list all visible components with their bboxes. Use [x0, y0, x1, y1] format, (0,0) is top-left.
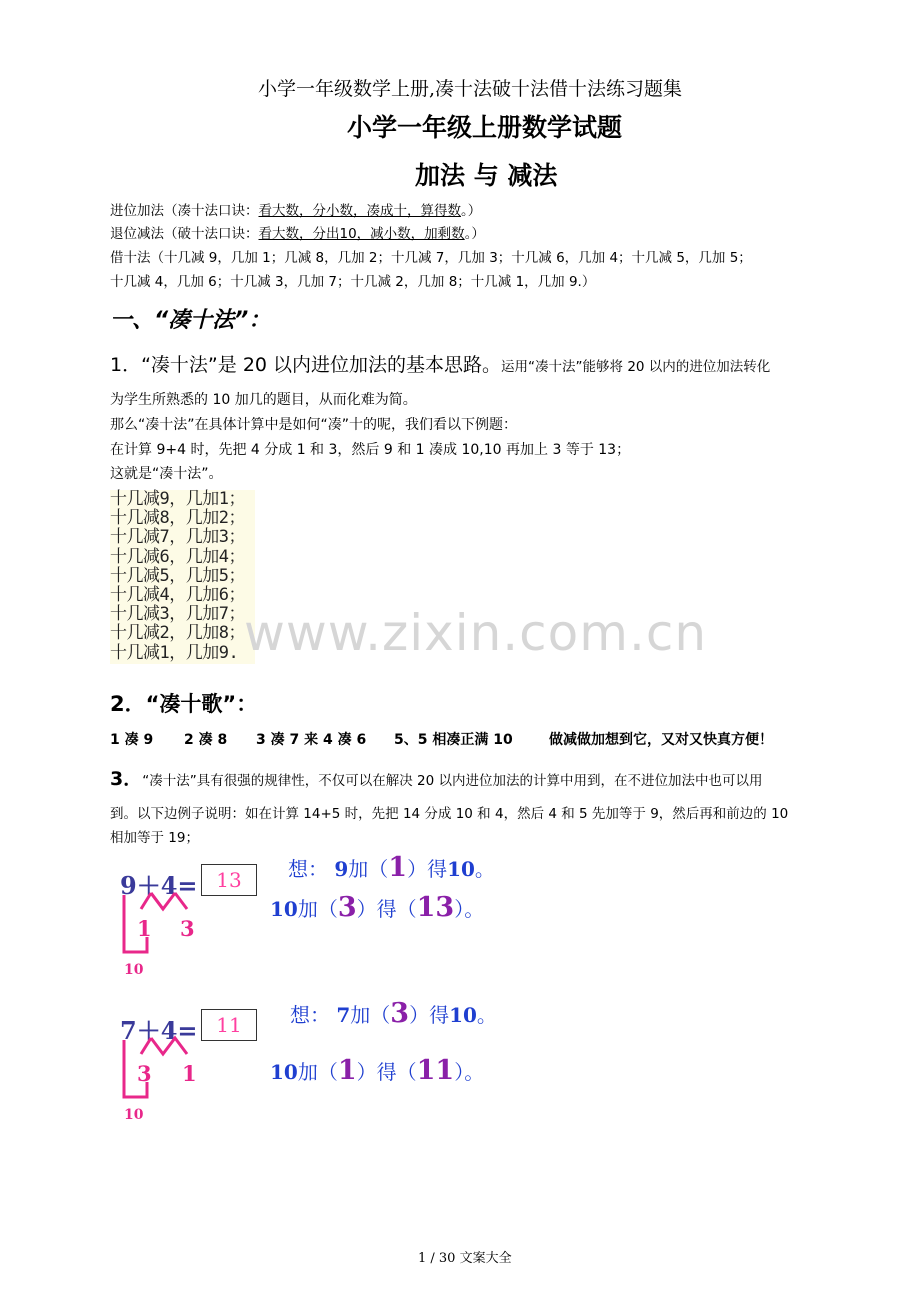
think-fill: 3: [390, 998, 410, 1029]
section1-paragraph1: [110, 350, 770, 377]
rule-line: 十几减8，几加2；: [110, 508, 245, 529]
think-fill: 1: [388, 852, 408, 883]
section3-paragraph-line1: [110, 764, 762, 791]
intro-subtraction-suffix: 。）: [464, 226, 485, 242]
result-ten: 10: [270, 897, 298, 921]
result-line: 10加（3）得（13）。: [270, 892, 485, 923]
section1-paragraph2: 那么“凑十法”在具体计算中是如何“凑”十的呢，我们看以下例题：: [110, 417, 518, 433]
result-ten: 10: [270, 1060, 298, 1084]
result-fill: 1: [337, 1055, 357, 1086]
split-branch-left-arm: [141, 1038, 151, 1054]
section1-paragraph4: 这就是“凑十法”。: [110, 466, 223, 482]
watermark: www.zixin.com.cn: [244, 604, 708, 662]
song-line-4: 5、5 相凑正满 10: [394, 732, 513, 748]
rule-line: 十几减5，几加5；: [110, 565, 245, 586]
split-right-number: 3: [180, 916, 195, 941]
rule-line: 十几减4，几加6；: [110, 585, 245, 606]
section3-paragraph-line3: 相加等于 19；: [110, 830, 199, 846]
intro-addition-line: [110, 199, 481, 219]
example-equation: 7＋4=: [120, 1016, 198, 1045]
intro-addition-rhyme: 看大数，分小数，凑成十，算得数: [258, 203, 461, 219]
section1-lead: 1．“凑十法”是 20 以内进位加法的基本思路。: [110, 354, 502, 376]
think-line: 想： 7加（3）得10。: [290, 998, 497, 1029]
split-branch-left-arm: [141, 893, 151, 909]
think-label: 想：: [290, 1003, 330, 1027]
section3-paragraph-line2: 到。以下边例子说明：如在计算 14+5 时，先把 14 分成 10 和 4，然后 4 和 5 先加等于 9，然后再和前边的 10: [110, 806, 789, 822]
think-line: 想： 9加（1）得10。: [288, 852, 495, 883]
song-line-3: 3 凑 7 来 4 凑 6: [256, 732, 367, 748]
page-heading: 小学一年级上册数学试题: [347, 113, 623, 142]
section2-title: 2．“凑十歌”：: [110, 692, 258, 716]
ten-label: 10: [124, 1107, 144, 1123]
example-equation: 9＋4=: [120, 871, 198, 900]
section1-paragraph3: 在计算 9+4 时，先把 4 分成 1 和 3，然后 9 和 1 凑成 10,10 再加上 3 等于 13；: [110, 442, 631, 458]
split-left-number: 3: [137, 1061, 152, 1086]
borrow-ten-rules-box: [110, 490, 255, 664]
intro-addition-prefix: 进位加法（凑十法口诀：: [110, 203, 259, 219]
think-addend: 9: [334, 857, 349, 881]
rule-line: 十几减3，几加7；: [110, 604, 245, 625]
split-branch: [151, 1038, 187, 1054]
document-title: 小学一年级数学上册,凑十法破十法借十法练习题集: [258, 78, 683, 100]
split-branch-right-arm: [175, 893, 187, 909]
result-sum: 13: [416, 892, 455, 923]
page-footer: 1 / 30 文案大全: [418, 1251, 512, 1266]
rule-line: 十几减2，几加8；: [110, 623, 245, 644]
think-label: 想：: [288, 857, 328, 881]
rule-line: 十几减6，几加4；: [110, 546, 245, 567]
think-ten: 10: [449, 1003, 477, 1027]
rule-line: 十几减1，几加9.: [110, 642, 239, 663]
split-branch-left: [151, 893, 163, 909]
rule-line: 十几减7，几加3；: [110, 527, 245, 548]
section3-number: 3．: [110, 768, 143, 790]
section1-lead-rest: 运用“凑十法”能够将 20 以内的进位加法转化: [501, 359, 771, 375]
section1-paragraph1-line2: 为学生所熟悉的 10 加几的题目，从而化难为简。: [110, 392, 417, 408]
intro-addition-suffix: 。）: [461, 203, 482, 219]
song-line-5: 做减做加想到它，又对又快真方便！: [549, 732, 773, 748]
ten-label: 10: [124, 962, 144, 978]
result-fill: 3: [337, 892, 357, 923]
result-sum: 11: [416, 1055, 455, 1086]
answer-box: 11: [201, 1009, 257, 1041]
section3-text: “凑十法”具有很强的规律性，不仅可以在解决 20 以内进位加法的计算中用到，在不进位加法中也可以用: [142, 773, 763, 789]
intro-borrow-line-2: 十几减 4，几加 6；十几减 3，几加 7；十几减 2，几加 8；十几减 1，几加 9.）: [110, 274, 596, 290]
section1-title: 一、“凑十法”：: [110, 308, 271, 333]
rule-line: 十几减9，几加1；: [110, 489, 245, 509]
answer-box: 13: [201, 864, 257, 896]
think-ten: 10: [447, 857, 475, 881]
song-line-2: 2 凑 8: [184, 732, 228, 748]
intro-subtraction-line: [110, 222, 485, 242]
think-get: 得: [427, 857, 448, 881]
song-line-1: 1 凑 9: [110, 732, 154, 748]
split-right-number: 1: [182, 1061, 197, 1086]
result-line: 10加（1）得（11）。: [270, 1055, 485, 1086]
intro-subtraction-prefix: 退位减法（破十法口诀：: [110, 226, 259, 242]
split-left-number: 1: [137, 916, 152, 941]
think-get: 得: [429, 1003, 450, 1027]
page-subheading: 加法 与 减法: [415, 161, 558, 190]
think-addend: 7: [336, 1003, 351, 1027]
intro-borrow-line-1: 借十法（十几减 9，几加 1；几减 8，几加 2；十几减 7，几加 3；十几减 6，几加 4；十几减 5，几加 5；: [110, 250, 752, 266]
intro-subtraction-rhyme: 看大数，分出10，减小数，加剩数: [258, 226, 465, 242]
